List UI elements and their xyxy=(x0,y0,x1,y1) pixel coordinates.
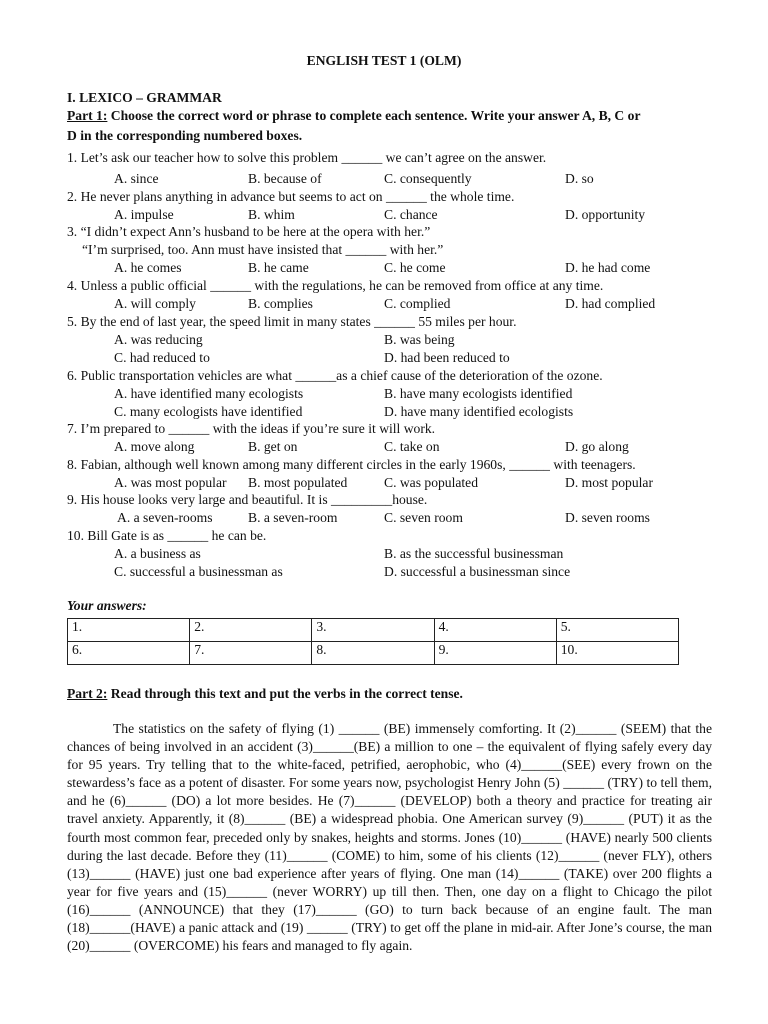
answer-box-9[interactable]: 9. xyxy=(434,642,556,665)
q10-option-a: A. a business as xyxy=(114,546,201,561)
q8-option-d: D. most popular xyxy=(565,475,653,490)
part1-instruction: Choose the correct word or phrase to complete each sentence. Write your answer A, B, C or xyxy=(110,108,641,123)
q2-option-a: A. impulse xyxy=(114,207,174,222)
q5-option-a: A. was reducing xyxy=(114,332,203,347)
answer-table xyxy=(67,618,679,665)
q4-option-d: D. had complied xyxy=(565,296,656,311)
q10-option-b: B. as the successful businessman xyxy=(384,546,564,561)
part2-passage: The statistics on the safety of flying (1) ______ (BE) immensely comforting. It (2)______ (SEEM) that the chances of being involved in an accident (3)______(BE) a million to one – the equivalent of flying safely every day for 95 years. Try telling that to the white-faced, petrified, aerophobic, who (4)______(SEE) every frown on the stewardess’s face as a potent of disaster. For some years now, psychologist Henry John (5) ______ (TRY) to tell them, and he (6)______ (DO) a lot more besides. He (7)______ (DEVELOP) both a theory and practice for treating air travel anxiety. Apparently, it (8)______ (BE) a widespread phobia. One American survey (9)______ (PUT) it as the fourth most common fear, preceded only by snakes, heights and storms. Jones (10)______ (HAVE) nearly 500 clients during the last decade. Before they (11)______ (COME) to him, some of his clients (12)______ (never FLY), others (13)______ (HAVE) just one bad experience after years of flying. One man (14)______ (TAKE) over 200 flights a year for five years and (15)______ (never WORRY) up till then. Then, one day on a flight to Chicago the pilot (16)______ (ANNOUNCE) that they (17)______ (GO) to turn back because of an engine fault. The man (18)______(HAVE) a panic attack and (19) ______ (TRY) to get off the plane in mid-air. After Jone’s course, the man (20)______ (OVERCOME) his fears and managed to fly again. xyxy=(67,721,712,954)
q2-option-c: C. chance xyxy=(384,207,438,222)
part2-instruction: Read through this text and put the verbs in the correct tense. xyxy=(110,686,463,701)
q7-option-c: C. take on xyxy=(384,439,440,454)
q7-option-d: D. go along xyxy=(565,439,629,454)
q9-option-d: D. seven rooms xyxy=(565,510,650,525)
question-6: 6. Public transportation vehicles are what ______as a chief cause of the deterioration of the ozone. xyxy=(67,368,603,383)
part1-label: Part 1: xyxy=(67,108,108,123)
your-answers-label: Your answers: xyxy=(67,598,147,613)
question-3-line2: “I’m surprised, too. Ann must have insisted that ______ with her.” xyxy=(82,242,444,257)
answer-box-7[interactable]: 7. xyxy=(190,642,312,665)
q3-option-c: C. he come xyxy=(384,260,446,275)
section-heading: I. LEXICO – GRAMMAR xyxy=(67,90,222,105)
q4-option-c: C. complied xyxy=(384,296,451,311)
q6-option-b: B. have many ecologists identified xyxy=(384,386,573,401)
question-8: 8. Fabian, although well known among many different circles in the early 1960s, ______ with teenagers. xyxy=(67,457,636,472)
question-4: 4. Unless a public official ______ with the regulations, he can be removed from office at any time. xyxy=(67,278,604,293)
question-1: 1. Let’s ask our teacher how to solve this problem ______ we can’t agree on the answer. xyxy=(67,150,547,165)
answer-box-5[interactable]: 5. xyxy=(556,619,678,642)
question-10: 10. Bill Gate is as ______ he can be. xyxy=(67,528,267,543)
q9-option-a: A. a seven-rooms xyxy=(117,510,213,525)
q5-option-b: B. was being xyxy=(384,332,455,347)
q1-option-c: C. consequently xyxy=(384,171,472,186)
answer-box-3[interactable]: 3. xyxy=(312,619,434,642)
q3-option-b: B. he came xyxy=(248,260,309,275)
q6-option-a: A. have identified many ecologists xyxy=(114,386,304,401)
q3-option-d: D. he had come xyxy=(565,260,651,275)
q7-option-a: A. move along xyxy=(114,439,195,454)
answer-box-10[interactable]: 10. xyxy=(556,642,678,665)
q1-option-b: B. because of xyxy=(248,171,322,186)
question-7: 7. I’m prepared to ______ with the ideas if you’re sure it will work. xyxy=(67,421,436,436)
q10-option-d: D. successful a businessman since xyxy=(384,564,571,579)
answer-box-6[interactable]: 6. xyxy=(68,642,190,665)
answer-box-8[interactable]: 8. xyxy=(312,642,434,665)
table-row xyxy=(68,619,679,642)
part2-label: Part 2: xyxy=(67,686,108,701)
table-row xyxy=(68,642,679,665)
q4-option-a: A. will comply xyxy=(114,296,196,311)
q6-option-c: C. many ecologists have identified xyxy=(114,404,303,419)
q1-option-a: A. since xyxy=(114,171,159,186)
q9-option-b: B. a seven-room xyxy=(248,510,338,525)
part1-instruction-line2: D in the corresponding numbered boxes. xyxy=(67,128,303,143)
q5-option-c: C. had reduced to xyxy=(114,350,210,365)
q8-option-b: B. most populated xyxy=(248,475,348,490)
q2-option-b: B. whim xyxy=(248,207,295,222)
part2-heading xyxy=(67,686,463,702)
q5-option-d: D. had been reduced to xyxy=(384,350,510,365)
page-title: ENGLISH TEST 1 (OLM) xyxy=(306,53,462,68)
question-5: 5. By the end of last year, the speed limit in many states ______ 55 miles per hour. xyxy=(67,314,517,329)
answer-box-4[interactable]: 4. xyxy=(434,619,556,642)
q9-option-c: C. seven room xyxy=(384,510,463,525)
q8-option-a: A. was most popular xyxy=(114,475,227,490)
q10-option-c: C. successful a businessman as xyxy=(114,564,283,579)
q4-option-b: B. complies xyxy=(248,296,313,311)
answer-box-1[interactable]: 1. xyxy=(68,619,190,642)
part1-instruction-line1 xyxy=(67,108,640,124)
q2-option-d: D. opportunity xyxy=(565,207,646,222)
q8-option-c: C. was populated xyxy=(384,475,479,490)
answer-box-2[interactable]: 2. xyxy=(190,619,312,642)
q3-option-a: A. he comes xyxy=(114,260,182,275)
question-2: 2. He never plans anything in advance but seems to act on ______ the whole time. xyxy=(67,189,515,204)
q7-option-b: B. get on xyxy=(248,439,298,454)
question-9: 9. His house looks very large and beautiful. It is _________house. xyxy=(67,492,428,507)
q6-option-d: D. have many identified ecologists xyxy=(384,404,574,419)
q1-option-d: D. so xyxy=(565,171,594,186)
question-3: 3. “I didn’t expect Ann’s husband to be here at the opera with her.” xyxy=(67,224,431,239)
